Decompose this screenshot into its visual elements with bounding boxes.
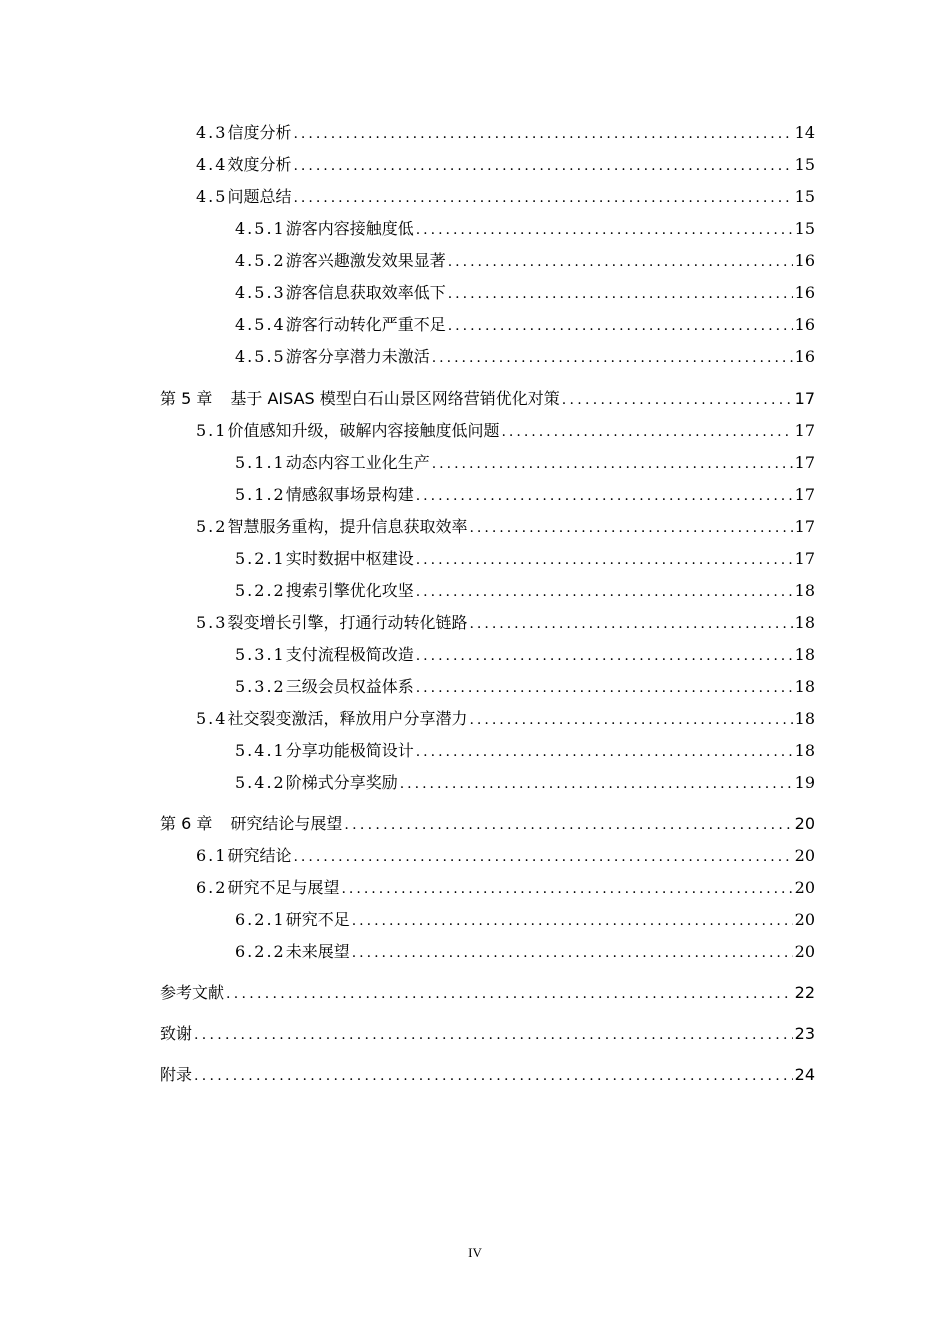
dot-leader — [432, 456, 793, 472]
toc-entry-number: 5.3.1 — [235, 645, 286, 664]
toc-entry-4-5-5[interactable] — [0, 344, 815, 368]
toc-chapter-title: 致谢 — [160, 1024, 193, 1043]
toc-entry-page: 15 — [794, 155, 815, 174]
toc-entry-4-5[interactable] — [0, 184, 815, 208]
toc-entry-4-5-2[interactable] — [0, 248, 815, 272]
toc-entry-title: 情感叙事场景构建 — [285, 485, 414, 504]
toc-entry-5-4-2[interactable] — [0, 770, 815, 794]
toc-entry-title: 研究不足与展望 — [227, 878, 340, 897]
dot-leader — [469, 520, 792, 536]
toc-entry-page: 20 — [794, 878, 815, 897]
toc-entry-6-2-2[interactable] — [0, 939, 815, 963]
toc-chapter-5[interactable] — [0, 386, 815, 410]
toc-entry-number: 5.1 — [196, 421, 228, 440]
toc-entry-number: 6.1 — [196, 846, 228, 865]
toc-entry-page: 15 — [794, 187, 815, 206]
dot-leader — [416, 552, 793, 568]
toc-entry-title: 信度分析 — [227, 123, 292, 142]
toc-entry-title: 问题总结 — [227, 187, 292, 206]
toc-entry-title: 研究结论 — [227, 846, 292, 865]
toc-entry-title: 分享功能极简设计 — [285, 741, 414, 760]
toc-entry-page: 22 — [794, 983, 815, 1002]
toc-entry-title: 阶梯式分享奖励 — [285, 773, 398, 792]
toc-entry-page: 20 — [794, 942, 815, 961]
toc-entry-title: 实时数据中枢建设 — [285, 549, 414, 568]
dot-leader — [293, 158, 792, 174]
toc-entry-4-4[interactable] — [0, 152, 815, 176]
toc-entry-page: 24 — [794, 1065, 815, 1084]
toc-entry-page: 14 — [794, 123, 815, 142]
toc-entry-number: 5.2 — [196, 517, 228, 536]
toc-entry-title: 搜索引擎优化攻坚 — [285, 581, 414, 600]
toc-entry-title: 效度分析 — [227, 155, 292, 174]
toc-entry-page: 17 — [794, 485, 815, 504]
toc-entry-number: 5.1.2 — [235, 485, 286, 504]
toc-entry-title: 游客分享潜力未激活 — [285, 347, 430, 366]
dot-leader — [432, 350, 793, 366]
toc-entry-4-5-4[interactable] — [0, 312, 815, 336]
dot-leader — [562, 392, 793, 408]
toc-entry-page: 20 — [794, 846, 815, 865]
toc-entry-number: 5.2.2 — [235, 581, 286, 600]
toc-entry-page: 16 — [794, 251, 815, 270]
dot-leader — [400, 776, 793, 792]
dot-leader — [416, 744, 793, 760]
dot-leader — [416, 222, 793, 238]
toc-entry-page: 18 — [794, 741, 815, 760]
toc-entry-title: 游客内容接触度低 — [285, 219, 414, 238]
dot-leader — [469, 616, 792, 632]
toc-entry-page: 18 — [794, 581, 815, 600]
toc-entry-title: 智慧服务重构，提升信息获取效率 — [227, 517, 468, 536]
toc-entry-page: 17 — [794, 421, 815, 440]
toc-entry-number: 4.5 — [196, 187, 228, 206]
toc-entry-5-2-2[interactable] — [0, 578, 815, 602]
toc-entry-page: 17 — [794, 549, 815, 568]
toc-entry-5-4-1[interactable] — [0, 738, 815, 762]
dot-leader — [344, 817, 792, 833]
toc-entry-page: 16 — [794, 315, 815, 334]
toc-entry-5-1-1[interactable] — [0, 450, 815, 474]
toc-entry-page: 15 — [794, 219, 815, 238]
toc-entry-5-2-1[interactable] — [0, 546, 815, 570]
toc-entry-title: 支付流程极简改造 — [285, 645, 414, 664]
toc-entry-number: 5.3 — [196, 613, 228, 632]
dot-leader — [226, 986, 793, 1002]
toc-entry-page: 16 — [794, 347, 815, 366]
toc-chapter-number: 第 6 章 — [160, 814, 213, 833]
toc-references[interactable] — [0, 980, 815, 1004]
toc-entry-page: 20 — [794, 814, 815, 833]
toc-entry-4-3[interactable] — [0, 120, 815, 144]
toc-entry-5-3-2[interactable] — [0, 674, 815, 698]
toc-entry-number: 4.5.1 — [235, 219, 286, 238]
toc-entry-number: 5.4.2 — [235, 773, 286, 792]
toc-entry-number: 4.5.3 — [235, 283, 286, 302]
dot-leader — [352, 945, 793, 961]
dot-leader — [501, 424, 792, 440]
toc-entry-number: 6.2.2 — [235, 942, 286, 961]
toc-entry-title: 研究不足 — [285, 910, 350, 929]
dot-leader — [448, 254, 793, 270]
toc-entry-title: 游客信息获取效率低下 — [285, 283, 446, 302]
toc-entry-number: 5.3.2 — [235, 677, 286, 696]
toc-entry-6-2-1[interactable] — [0, 907, 815, 931]
toc-entry-6-1[interactable] — [0, 843, 815, 867]
toc-chapter-6[interactable] — [0, 811, 815, 835]
toc-entry-number: 6.2 — [196, 878, 228, 897]
dot-leader — [469, 712, 792, 728]
toc-entry-title: 三级会员权益体系 — [285, 677, 414, 696]
dot-leader — [416, 488, 793, 504]
toc-entry-page: 17 — [794, 453, 815, 472]
dot-leader — [448, 286, 793, 302]
toc-chapter-title: 参考文献 — [160, 983, 225, 1002]
toc-entry-5-1-2[interactable] — [0, 482, 815, 506]
toc-entry-number: 6.2.1 — [235, 910, 286, 929]
dot-leader — [194, 1027, 793, 1043]
toc-entry-number: 5.2.1 — [235, 549, 286, 568]
dot-leader — [416, 584, 793, 600]
toc-entry-page: 17 — [794, 517, 815, 536]
toc-entry-number: 4.5.5 — [235, 347, 286, 366]
dot-leader — [416, 648, 793, 664]
dot-leader — [293, 126, 792, 142]
dot-leader — [416, 680, 793, 696]
toc-entry-page: 17 — [794, 389, 815, 408]
toc-entry-5-3-1[interactable] — [0, 642, 815, 666]
toc-appendix[interactable] — [0, 1062, 815, 1086]
toc-entry-title: 动态内容工业化生产 — [285, 453, 430, 472]
toc-entry-page: 18 — [794, 645, 815, 664]
toc-entry-page: 18 — [794, 677, 815, 696]
toc-entry-page: 20 — [794, 910, 815, 929]
toc-entry-page: 19 — [794, 773, 815, 792]
toc-acknowledgements[interactable] — [0, 1021, 815, 1045]
toc-entry-6-2[interactable] — [0, 875, 815, 899]
toc-entry-5-3[interactable] — [0, 610, 815, 634]
toc-entry-title: 游客行动转化严重不足 — [285, 315, 446, 334]
toc-entry-number: 5.4 — [196, 709, 228, 728]
toc-entry-title: 裂变增长引擎，打通行动转化链路 — [227, 613, 468, 632]
toc-entry-title: 未来展望 — [285, 942, 350, 961]
toc-entry-number: 4.4 — [196, 155, 228, 174]
dot-leader — [352, 913, 793, 929]
footer-page-number: IV — [468, 1245, 482, 1260]
toc-entry-5-2[interactable] — [0, 514, 815, 538]
toc-entry-page: 18 — [794, 613, 815, 632]
dot-leader — [194, 1068, 793, 1084]
toc-entry-number: 4.3 — [196, 123, 228, 142]
toc-entry-number: 5.4.1 — [235, 741, 286, 760]
toc-entry-4-5-3[interactable] — [0, 280, 815, 304]
toc-entry-number: 4.5.2 — [235, 251, 286, 270]
toc-chapter-title: 研究结论与展望 — [230, 814, 343, 833]
toc-entry-title: 价值感知升级，破解内容接触度低问题 — [227, 421, 500, 440]
toc-entry-number: 4.5.4 — [235, 315, 286, 334]
toc-entry-5-4[interactable] — [0, 706, 815, 730]
toc-entry-4-5-1[interactable] — [0, 216, 815, 240]
toc-entry-number: 5.1.1 — [235, 453, 286, 472]
toc-chapter-title: 附录 — [160, 1065, 193, 1084]
toc-entry-page: 23 — [794, 1024, 815, 1043]
toc-chapter-title: 基于 AISAS 模型白石山景区网络营销优化对策 — [230, 389, 560, 408]
toc-entry-page: 18 — [794, 709, 815, 728]
dot-leader — [341, 881, 792, 897]
toc-entry-page: 16 — [794, 283, 815, 302]
dot-leader — [448, 318, 793, 334]
toc-entry-title: 游客兴趣激发效果显著 — [285, 251, 446, 270]
dot-leader — [293, 849, 792, 865]
toc-entry-title: 社交裂变激活，释放用户分享潜力 — [227, 709, 468, 728]
dot-leader — [293, 190, 792, 206]
toc-entry-5-1[interactable] — [0, 418, 815, 442]
toc-chapter-number: 第 5 章 — [160, 389, 213, 408]
